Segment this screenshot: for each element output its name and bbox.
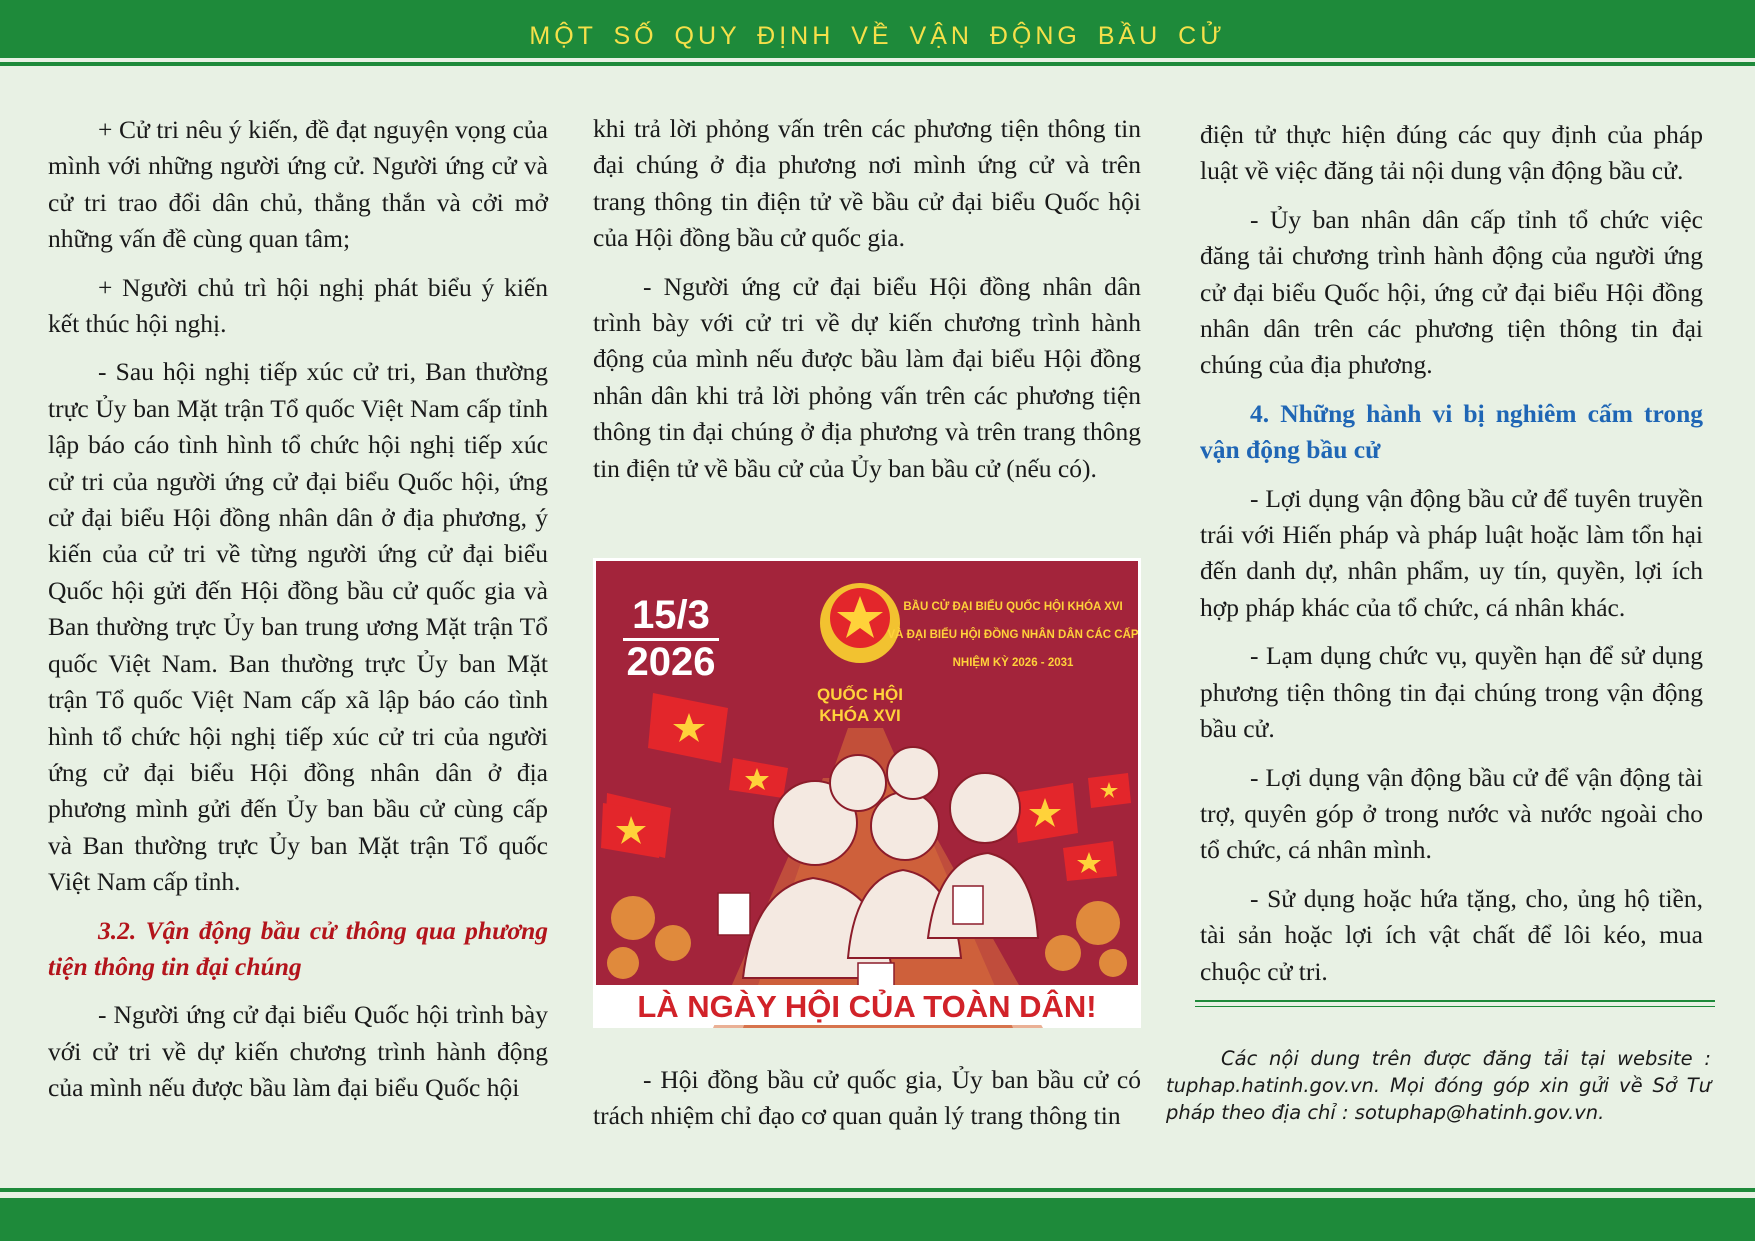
paragraph: - Ủy ban nhân dân cấp tỉnh tổ chức việc đăng tải chương trình hành động của người ứng cử đại biểu Quốc hội, ứng cử đại biểu Hội đồng nhân dân trên các phương tiện thông tin đại chúng của địa phương.: [1200, 204, 1703, 380]
header-bar: [0, 0, 1755, 58]
poster-slogan: LÀ NGÀY HỘI CỦA TOÀN DÂN!: [637, 989, 1097, 1024]
paragraph: - Hội đồng bầu cử quốc gia, Ủy ban bầu cử có trách nhiệm chỉ đạo cơ quan quản lý trang thông tin: [593, 1065, 1141, 1131]
column-right: [1200, 117, 1703, 990]
poster-illustration: [593, 558, 1141, 1028]
footer-rule: [0, 1188, 1755, 1192]
flag-icon: [1063, 841, 1117, 881]
poster-heading-1: BẦU CỬ ĐẠI BIỂU QUỐC HỘI KHÓA XVI: [903, 601, 1123, 613]
footer-bar: [0, 1198, 1755, 1241]
section-heading: 3.2. Vận động bầu cử thông qua phương tiện thông tin đại chúng: [48, 915, 548, 981]
paragraph: - Người ứng cử đại biểu Quốc hội trình bày với cử tri về dự kiến chương trình hành động của mình nếu được bầu làm đại biểu Quốc hội: [48, 1000, 548, 1103]
divider: [1195, 1000, 1715, 1002]
emblem-icon: [820, 583, 900, 663]
paragraph: - Lợi dụng vận động bầu cử để tuyên truyền trái với Hiến pháp và pháp luật hoặc làm tổn hại đến danh dự, nhân phẩm, uy tín, quyền, lợi ích hợp pháp khác của tổ chức, cá nhân khác.: [1200, 483, 1703, 622]
paragraph: khi trả lời phỏng vấn trên các phương tiện thông tin đại chúng ở địa phương nơi mình ứng cử và trên trang thông tin điện tử về bầu cử đại biểu Quốc hội của Hội đồng bầu cử quốc gia.: [593, 114, 1141, 253]
emblem-label-1: QUỐC HỘI: [817, 685, 903, 704]
paragraph: - Sử dụng hoặc hứa tặng, cho, ủng hộ tiền, tài sản hoặc lợi ích vật chất để lôi kéo, mua chuộc cử tri.: [1200, 883, 1703, 986]
election-poster: [593, 558, 1141, 1028]
divider: [1195, 1006, 1715, 1007]
paragraph: - Sau hội nghị tiếp xúc cử tri, Ban thường trực Ủy ban Mặt trận Tổ quốc Việt Nam cấp tỉnh lập báo cáo tình hình tổ chức hội nghị tiếp xúc cử tri của người ứng cử đại biểu Quốc hội, ứng cử đại biểu Hội đồng nhân dân ở địa phương, ý kiến của cử tri về từng người ứng cử đại biểu Quốc hội gửi đến Hội đồng bầu cử quốc gia và Ban thường trực Ủy ban trung ương Mặt trận Tổ quốc Việt Nam. Ban thường trực Ủy ban Mặt trận Tổ quốc Việt Nam cấp xã lập báo cáo tình hình tổ chức hội nghị tiếp xúc cử tri của người ứng cử đại biểu Hội đồng nhân dân ở địa phương mình gửi đến Ủy ban bầu cử cùng cấp và Ban thường trực Ủy ban Mặt trận Tổ quốc Việt Nam cấp tỉnh.: [48, 357, 548, 897]
paragraph: - Lợi dụng vận động bầu cử để vận động tài trợ, quyên góp ở trong nước và nước ngoài cho tổ chức, cá nhân mình.: [1200, 762, 1703, 865]
header-rule: [0, 62, 1755, 66]
paragraph: - Người ứng cử đại biểu Hội đồng nhân dân trình bày với cử tri về dự kiến chương trình hành động của mình nếu được bầu làm đại biểu Hội đồng nhân dân khi trả lời phỏng vấn trên các phương tiện thông tin đại chúng ở địa phương và trên trang thông tin điện tử về bầu cử của Ủy ban bầu cử (nếu có).: [593, 271, 1141, 483]
page-title: MỘT SỐ QUY ĐỊNH VỀ VẬN ĐỘNG BẦU CỬ: [529, 22, 1226, 50]
footer-note-text: Các nội dung trên được đăng tải tại website : tuphap.hatinh.gov.vn. Mọi đóng góp xin gửi về Sở Tư pháp theo địa chỉ : sotuphap@hatinh.gov.vn.: [1166, 1047, 1711, 1124]
paragraph: điện tử thực hiện đúng các quy định của pháp luật về việc đăng tải nội dung vận động bầu cử.: [1200, 120, 1703, 186]
poster-date-day: 15/3: [632, 593, 710, 637]
paragraph: + Người chủ trì hội nghị phát biểu ý kiến kết thúc hội nghị.: [48, 272, 548, 339]
flag-icon: [1088, 773, 1131, 808]
emblem-label-2: KHÓA XVI: [819, 706, 901, 725]
poster-heading-3: NHIỆM KỲ 2026 - 2031: [952, 657, 1074, 669]
poster-date-year: 2026: [626, 640, 716, 684]
flag-icon: [1013, 783, 1078, 843]
paragraph: + Cử tri nêu ý kiến, đề đạt nguyện vọng của mình với những người ứng cử. Người ứng cử và cử tri trao đổi dân chủ, thẳng thắn và cởi mở những vấn đề cùng quan tâm;: [48, 115, 548, 254]
column-middle-bottom: [593, 1062, 1141, 1135]
paragraph: - Lạm dụng chức vụ, quyền hạn để sử dụng phương tiện thông tin đại chúng trong vận động bầu cử.: [1200, 641, 1703, 744]
footer-note: [1166, 1045, 1711, 1126]
column-left: [48, 112, 548, 1107]
section-heading: 4. Những hành vi bị nghiêm cấm trong vận động bầu cử: [1200, 398, 1703, 465]
column-middle: [593, 111, 1141, 487]
poster-heading-2: VÀ ĐẠI BIỂU HỘI ĐỒNG NHÂN DÂN CÁC CẤP: [887, 629, 1139, 641]
